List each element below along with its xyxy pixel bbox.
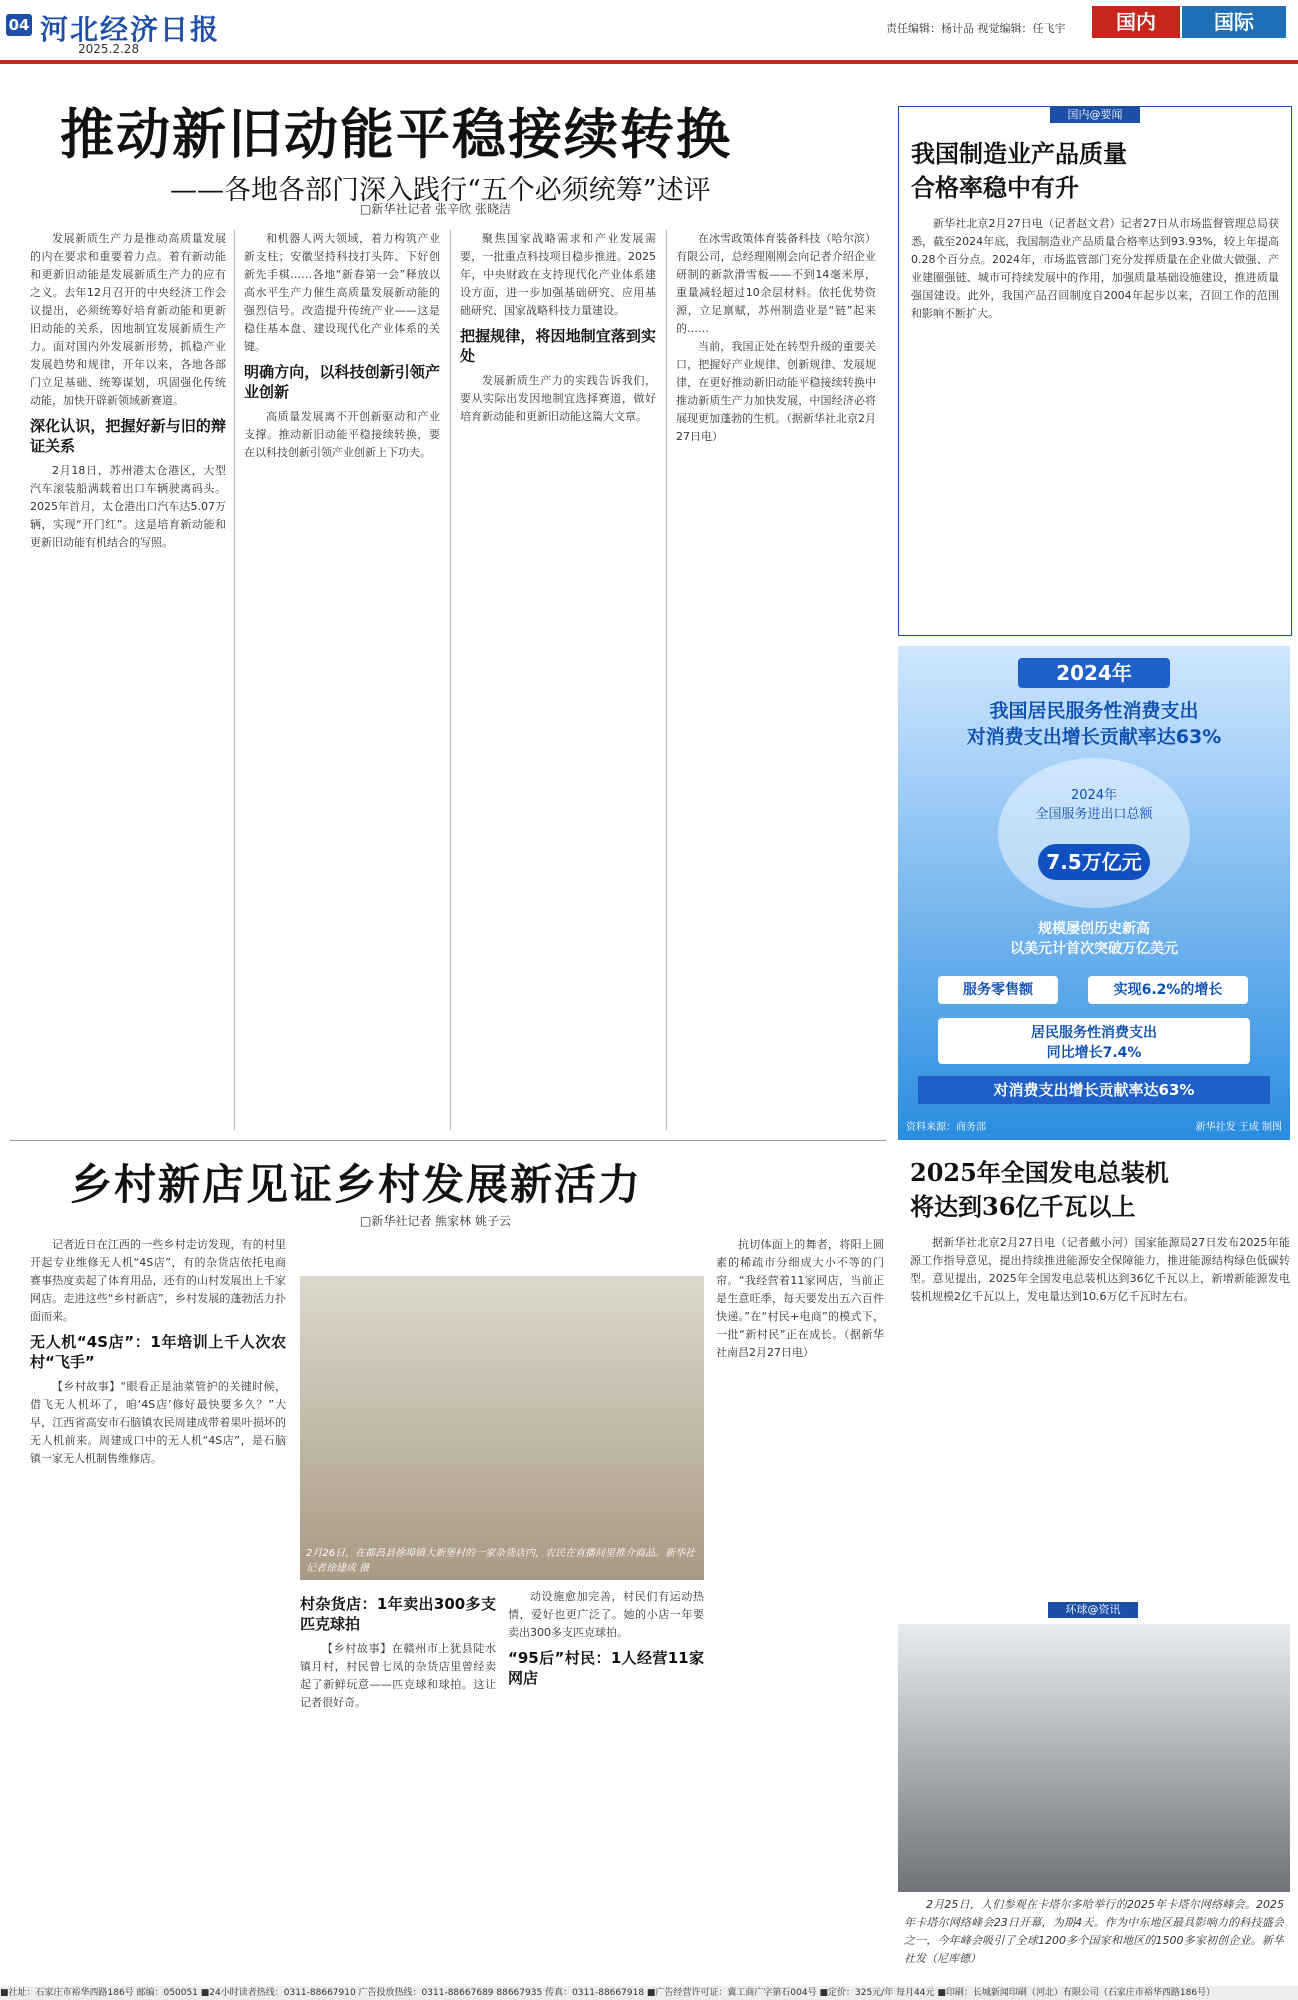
second-column-1 xyxy=(30,1236,286,1980)
column-divider xyxy=(666,230,667,1130)
paragraph: 抗切体面上的舞者，将阳上圆素的稀疏市分细成大小不等的门帘。“我经营着11家网店，当前正是生意旺季，每天要发出五六百件快递。”在“村民+电商”的模式下，一批“新村民”正在成长。（据新华社南昌2月27日电） xyxy=(716,1238,884,1359)
infographic-headline: 对消费支出增长贡献率达63% xyxy=(966,726,1222,748)
footer-fax: 传真：0311-88667918 xyxy=(545,1988,645,1998)
section-tab-domestic: 国内 xyxy=(1092,6,1180,38)
subheading: 无人机“4S店”：1年培训上千人次农村“飞手” xyxy=(30,1333,286,1371)
second-column-4 xyxy=(716,1236,884,1980)
paragraph: 发展新质生产力的实践告诉我们，要从实际出发因地制宜选择赛道，做好培育新动能和更新旧动能这篇大文章。 xyxy=(460,374,656,423)
article-title: 合格率稳中有升 xyxy=(911,173,1079,202)
footer-bar xyxy=(0,1986,1298,2000)
paragraph: 当前，我国正处在转型升级的重要关口，把握好产业规律、创新规律、发展规律，在更好推动新旧动能平稳接续转换中推动新质生产力加快发展，中国经济必将展现更加蓬勃的生机。（据新华社北京2月27日电） xyxy=(676,340,876,443)
paragraph: 发展新质生产力是推动高质量发展的内在要求和重要着力点。着有新动能和更新旧动能是发展新质生产力的应有之义。去年12月召开的中央经济工作会议提出，必须统筹好培育新动能和更新旧动能的关系，因地制宜发展新质生产力。面对国内外发展新形势，抓稳产业发展趋势和规律，开年以来，各地各部门立足基础、统筹谋划，巩固强化传统动能，加快开辟新领域新赛道。 xyxy=(30,232,226,407)
footer-license: ■广告经营许可证：冀工商广字第石004号 xyxy=(646,1988,817,1998)
spending-growth: 同比增长7.4% xyxy=(1046,1045,1142,1061)
lead-headline: 推动新旧动能平稳接续转换 xyxy=(60,102,732,166)
paragraph: 在冰雪政策体育装备科技（哈尔滨）有限公司，总经理刚刚会向记者介绍企业研制的新款滑雪板——不到14毫米厚，重量减轻超过10余层材料。依托优势资源，立足禀赋，苏州制造业是“链”起来的…… xyxy=(676,232,876,335)
paragraph: 据新华社北京2月27日电（记者戴小河）国家能源局27日发布2025年能源工作指导意见，提出持续推进能源安全保障能力，推进能源结构绿色低碳转型。意见提出，2025年全国发电总装机达到36亿千瓦以上，新增新能源发电装机规模2亿千瓦以上，发电量达到10.6万亿千瓦时左右。 xyxy=(910,1236,1290,1303)
paragraph: 聚焦国家战略需求和产业发展需要，一批重点科技项目稳步推进。2025年，中央财政在支持现代化产业体系建设方面，进一步加强基础研究、应用基础研究、国家战略科技力量建设。 xyxy=(460,232,656,317)
circle-year: 2024年 xyxy=(1070,788,1118,803)
article-title: 我国制造业产品质量 xyxy=(911,139,1127,168)
trade-total-value: 7.5万亿元 xyxy=(1038,844,1150,880)
second-column-3 xyxy=(508,1588,704,1980)
paragraph: 【乡村故事】“眼看正是油菜管护的关键时候，借飞无人机坏了，咱‘4S店’修好最快要多久？”大早，江西省高安市石脑镇农民周建成带着果叶损坏的无人机前来。周建成口中的无人机“4S店”，是石脑镇一家无人机制售维修店。 xyxy=(30,1380,286,1465)
domestic-news-box xyxy=(898,106,1292,636)
article-body xyxy=(910,1234,1290,1594)
photo-caption xyxy=(904,1896,1284,1980)
editors-line: 责任编辑：杨计品 视觉编辑：任飞宇 xyxy=(886,22,1066,35)
web-summit-photo xyxy=(898,1624,1290,1892)
article-title: 将达到36亿千瓦以上 xyxy=(910,1192,1136,1221)
lead-column-3 xyxy=(460,230,656,1136)
newspaper-name: 河北经济日报 xyxy=(40,13,221,46)
spending-label: 居民服务性消费支出 xyxy=(1031,1025,1157,1041)
subheading: 村杂货店：1年卖出300多支匹克球拍 xyxy=(300,1595,496,1633)
graphic-credit: 新华社发 王成 制图 xyxy=(1195,1122,1282,1133)
subheading: 把握规律，将因地制宜落到实处 xyxy=(460,327,656,365)
column-divider xyxy=(450,230,451,1130)
masthead-rule xyxy=(0,60,1298,64)
power-capacity-article xyxy=(910,1156,1290,1594)
infographic-headline: 我国居民服务性消费支出 xyxy=(989,700,1199,722)
issue-date: 2025.2.28 xyxy=(78,42,140,56)
footer-printer: ■印刷：长城新闻印刷（河北）有限公司（石家庄市裕华西路186号） xyxy=(937,1988,1216,1998)
subheading: “95后”村民：1人经营11家网店 xyxy=(508,1649,704,1687)
scale-note: 以美元计首次突破万亿美元 xyxy=(1010,941,1178,957)
circle-label: 全国服务进出口总额 xyxy=(1035,807,1153,822)
world-news-tag: 环球@资讯 xyxy=(1048,1602,1138,1618)
column-divider xyxy=(234,230,235,1130)
second-byline: □新华社记者 熊家林 姚子云 xyxy=(360,1214,511,1228)
retail-growth: 实现6.2%的增长 xyxy=(1088,976,1248,1004)
footer-ads: ■24小时读者热线：0311-88667910 广告投放热线：0311-88667689 88667935 xyxy=(200,1988,543,1998)
subheading: 深化认识，把握好新与旧的辩证关系 xyxy=(30,417,226,455)
second-column-2 xyxy=(300,1588,496,1980)
footer-address: ■社址：石家庄市裕华西路186号 邮编：050051 xyxy=(0,1988,198,1998)
second-headline: 乡村新店见证乡村发展新活力 xyxy=(70,1160,643,1209)
paragraph: 2月25日，人们参观在卡塔尔多哈举行的2025年卡塔尔网络峰会。2025年卡塔尔网络峰会23日开幕，为期4天。作为中东地区最具影响力的科技盛会之一，今年峰会吸引了全球1200多个国家和地区的1500多家初创企业。新华社发（尼库德） xyxy=(904,1898,1284,1965)
lead-byline: □新华社记者 张辛欣 张晓洁 xyxy=(360,202,511,216)
lead-subtitle: ——各地各部门深入践行“五个必须统筹”述评 xyxy=(170,175,711,206)
section-tab-international: 国际 xyxy=(1182,6,1286,38)
photo-caption: 2月26日，在都昌县徐埠镇大新堡村的一家杂货店内，农民在直播间里推介商品。新华社记者徐建成 摄 xyxy=(306,1548,696,1574)
paragraph: 高质量发展离不开创新驱动和产业支撑。推动新旧动能平稳接续转换，要在以科技创新引领产业创新上下功夫。 xyxy=(244,410,440,459)
grocery-store-photo xyxy=(300,1276,704,1580)
spending-growth-card xyxy=(938,1018,1250,1064)
section-divider xyxy=(10,1140,886,1141)
data-source: 资料来源：商务部 xyxy=(906,1122,986,1133)
paragraph: 记者近日在江西的一些乡村走访发现，有的村里开起专业维修无人机“4S店”，有的杂货店依托电商赛事热度卖起了体育用品，还有的山村发展出上千家网店。走进这些“乡村新店”，乡村发展的蓬勃活力扑面而来。 xyxy=(30,1238,286,1323)
paragraph: 和机器人两大领域，着力构筑产业新支柱；安徽坚持科技打头阵、下好创新先手棋……各地“新春第一会”释放以高水平生产力催生高质量发展新动能的强烈信号。改造提升传统产业——这是稳住基本盘、建设现代化产业体系的关键。 xyxy=(244,232,440,353)
contribution-banner: 对消费支出增长贡献率达63% xyxy=(918,1076,1270,1104)
trade-circle xyxy=(998,758,1190,908)
footer-price: ■定价：325元/年 每月44元 xyxy=(819,1988,935,1998)
news-tag: 国内@要闻 xyxy=(1050,107,1140,123)
lead-column-1 xyxy=(30,230,226,1136)
lead-column-4 xyxy=(676,230,876,1136)
paragraph: 新华社北京2月27日电（记者赵文君）记者27日从市场监督管理总局获悉，截至2024年底，我国制造业产品质量合格率达到93.93%，较上年提高0.28个百分点。2024年，市场监管部门充分发挥质量在企业做大做强、产业建圈强链、城市可持续发展中的作用，加强质量基础设施建设，推进质量强国建设。此外，我国产品召回制度自2004年起步以来，召回工作的范围和影响不断扩大。 xyxy=(911,217,1279,320)
infographic-year: 2024年 xyxy=(1018,658,1170,688)
services-consumption-infographic xyxy=(898,646,1290,1140)
lead-column-2 xyxy=(244,230,440,1136)
paragraph: 2月18日，苏州港太仓港区，大型汽车滚装船满载着出口车辆驶离码头。2025年首月，太仓港出口汽车达5.07万辆，实现“开门红”。这是培育新动能和更新旧动能有机结合的写照。 xyxy=(30,464,226,549)
paragraph: 【乡村故事】在赣州市上犹县陡水镇月村，村民曾七凤的杂货店里曾经卖起了新鲜玩意——匹克球和球拍。这让记者很好奇。 xyxy=(300,1642,496,1709)
article-title: 2025年全国发电总装机 xyxy=(910,1158,1169,1187)
retail-label: 服务零售额 xyxy=(938,976,1058,1004)
page-number: 04 xyxy=(6,14,32,36)
subheading: 明确方向，以科技创新引领产业创新 xyxy=(244,363,440,401)
paragraph: 动设施愈加完善，村民们有运动热情，爱好也更广泛了。她的小店一年要卖出300多支匹克球拍。 xyxy=(508,1590,704,1639)
scale-note: 规模屡创历史新高 xyxy=(1038,921,1150,937)
article-body xyxy=(911,215,1279,615)
